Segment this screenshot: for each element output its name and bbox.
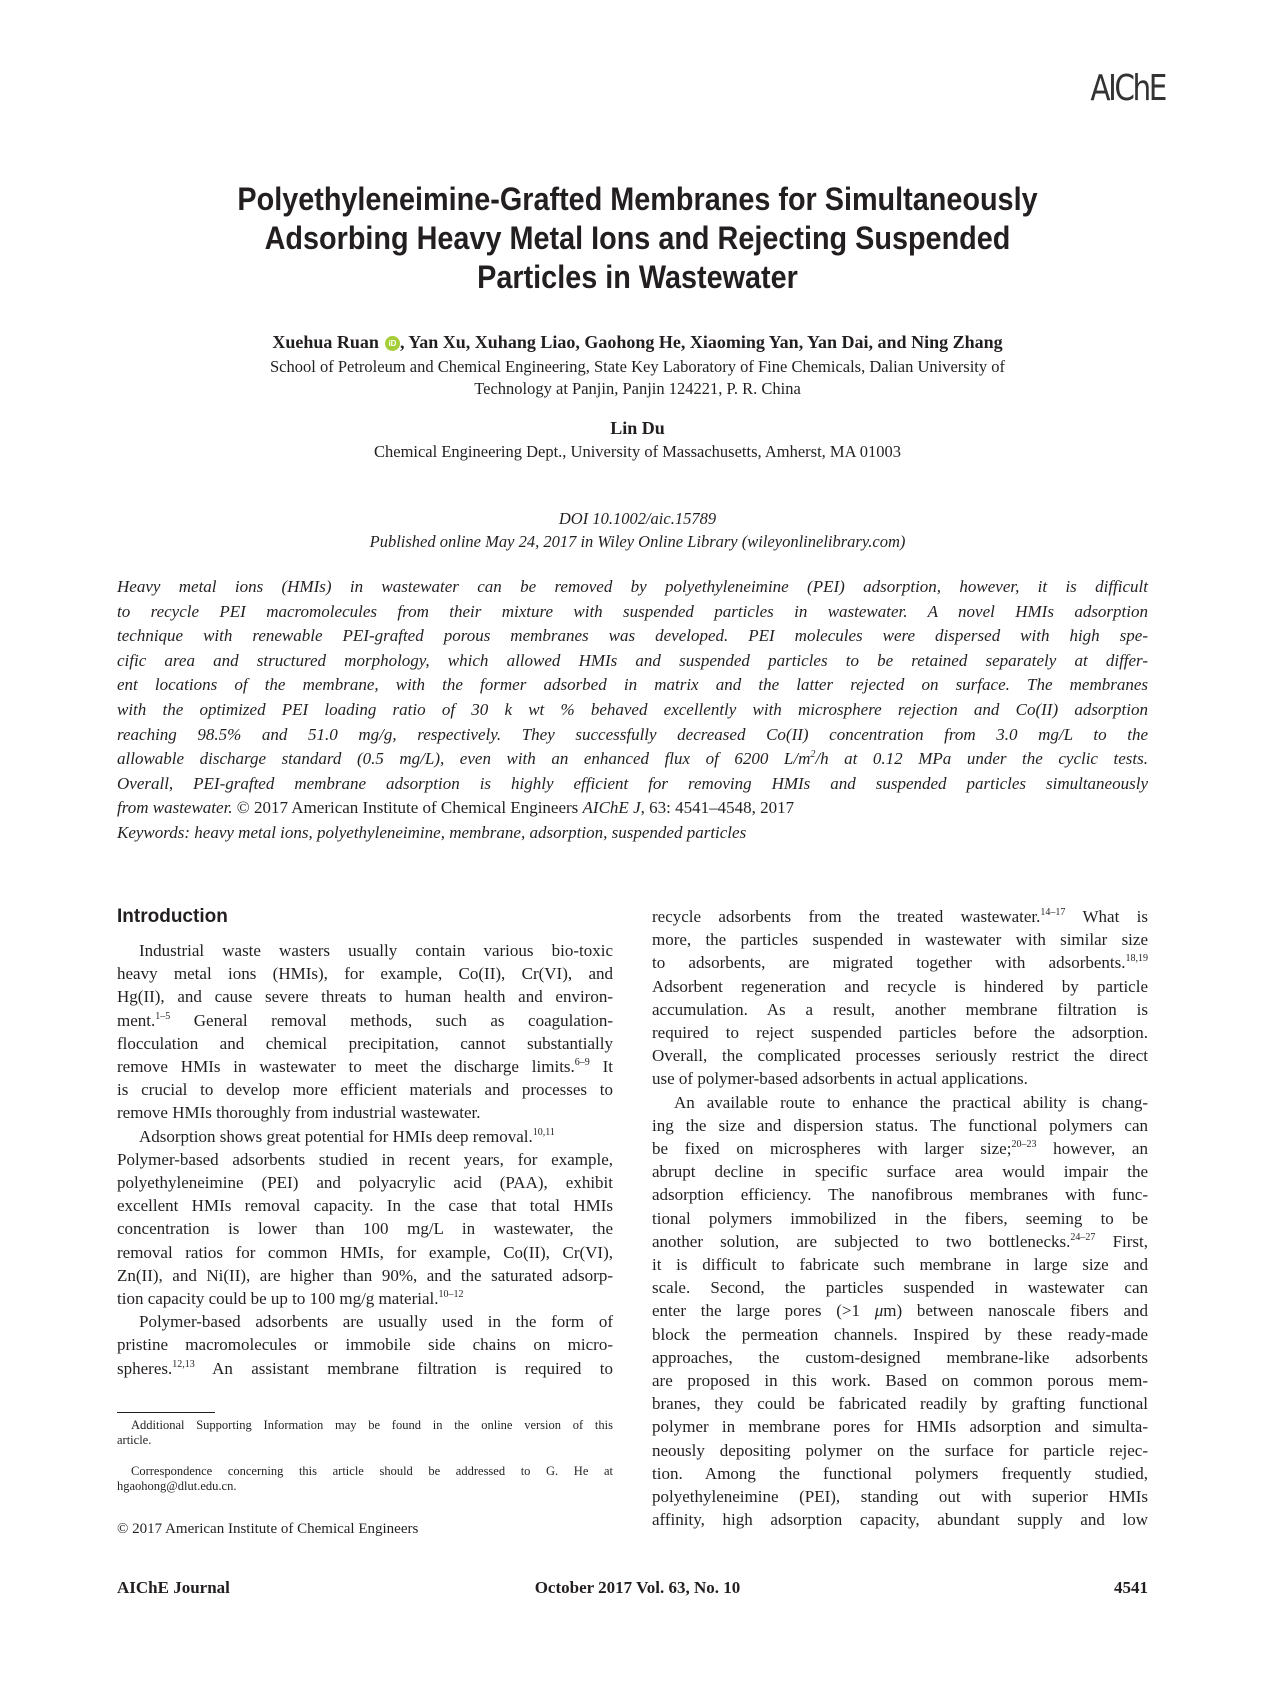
footer-issue: October 2017 Vol. 63, No. 10 xyxy=(534,1578,741,1597)
footnote-supporting-info: Additional Supporting Information may be found in the online version of this article. xyxy=(117,1418,613,1447)
footnote-correspondence: Correspondence concerning this article should be addressed to G. He at hgaohong@dlut.edu.cn. xyxy=(117,1464,613,1493)
footnote-copyright: © 2017 American Institute of Chemical Engineers xyxy=(117,1521,419,1537)
author-lin-du: Lin Du xyxy=(610,418,665,438)
right-column: recycle adsorbents from the treated wastewater.$^{14-17}$ What is more, the particles suspended in wastewater with similar size to adsorbents, are migrated together with adsorbents.$^{18,19}$ Adsorbent regeneration and recycle is hindered by particle accumulation. As a result, another membrane filtration is required to reject suspended particles before the adsorption. Overall, the complicated processes seriously restrict the direct use of polymer-based adsorbents in actual applications. An available route to enhance the practical ability is chang- ing the size and dispersion status. The functional polymers can be fixed on microspheres with larger size;$^{20-23}$ however, an abrupt decline in specific surface area would impair the adsorption efficiency. The nanofibrous membranes with func- tional polymers immobilized in the fibers, seeming to be another solution, are subjected to two bottlenecks.$^{24-27}$ First, it is difficult to fabricate such membrane in large size and scale. Second, the particles suspended in wastewater can enter the large pores (>1 μm) between nanoscale fibers and block the permeation channels. Inspired by these ready-made approaches, the custom-designed membrane-like adsorbents are proposed in this work. Based on common porous mem- branes, they could be fabricated readily by grafting functional polymer in membrane pores for HMIs adsorption and simulta- neously depositing polymer on the surface for particle rejec- tion. Among the functional polymers frequently studied, polyethyleneimine (PEI), standing out with superior HMIs affinity, high adsorption capacity, abundant supply and low xyxy=(652,907,1149,1530)
publication-date: Published online May 24, 2017 in Wiley Online Library (wileyonlinelibrary.com) xyxy=(369,532,906,551)
author-list: Xuehua Ruan iD , Yan Xu, Xuhang Liao, Gaohong He, Xiaoming Yan, Yan Dai, and Ning Zhang xyxy=(272,332,1003,352)
correspondence-email[interactable]: hgaohong@dlut.edu.cn. xyxy=(117,1479,237,1493)
doi[interactable]: DOI 10.1002/aic.15789 xyxy=(558,509,717,528)
affiliation-2: Chemical Engineering Dept., University of Massachusetts, Amherst, MA 01003 xyxy=(373,442,901,461)
abstract: Heavy metal ions (HMIs) in wastewater can be removed by polyethyleneimine (PEI) adsorption, however, it is difficult to recycle PEI macromolecules from their mixture with suspended particles in wastewater. A novel HMIs adsorption technique with renewable PEI-grafted porous membranes was developed. PEI molecules were dispersed with high spe- cific area and structured morphology, which allowed HMIs and suspended particles to be retained separately at differ- ent locations of the membrane, with the former adsorbed in matrix and the latter rejected on surface. The membranes with the optimized PEI loading ratio of 30 k wt % behaved excellently with microsphere rejection and Co(II) adsorption reaching 98.5% and 51.0 mg/g, respectively. They successfully decreased Co(II) concentration from 3.0 mg/L to the allowable discharge standard (0.5 mg/L), even with an enhanced flux of 6200 $L/m^2/h$ at 0.12 MPa under the cyclic tests. Overall, PEI-grafted membrane adsorption is highly efficient for removing HMIs and suspended particles simultaneously from wastewater. © 2017 American Institute of Chemical Engineers AIChE J, 63: 4541–4548, 2017 Keywords: heavy metal ions, polyethyleneimine, membrane, adsorption, suspended particles xyxy=(117,575,1148,846)
keywords: Keywords: heavy metal ions, polyethyleneimine, membrane, adsorption, suspended particles xyxy=(117,822,747,842)
article-title: Polyethyleneimine-Grafted Membranes for Simultaneously Adsorbing Heavy Metal Ions and Rejecting Suspended Particles in Wastewater xyxy=(237,181,1038,295)
footer-page-number: 4541 xyxy=(1114,1578,1148,1597)
orcid-icon[interactable]: iD xyxy=(385,336,400,351)
journal-logo: AIChE xyxy=(1090,68,1165,109)
footnote-rule xyxy=(117,1412,215,1413)
section-heading-introduction: Introduction xyxy=(117,906,228,927)
footer-journal: AIChE Journal xyxy=(117,1578,230,1597)
affiliation-1: School of Petroleum and Chemical Engineering, State Key Laboratory of Fine Chemicals, Dalian University of Technology at Panjin, Panjin 124221, P. R. China xyxy=(270,357,1005,398)
left-column: Introduction Industrial waste wasters usually contain various bio-toxic heavy metal ions (HMIs), for example, Co(II), Cr(VI), and Hg(II), and cause severe threats to human health and environ- ment.$^{1-5}$ General removal methods, such as coagulation- flocculation and chemical precipitation, cannot substantially remove HMIs in wastewater to meet the discharge limits.$^{6-9}$ It is crucial to develop more efficient materials and processes to remove HMIs thoroughly from industrial wastewater. Adsorption shows great potential for HMIs deep removal.$^{10,11}$ Polymer-based adsorbents studied in recent years, for example, polyethyleneimine (PEI) and polyacrylic acid (PAA), exhibit excellent HMIs removal capacity. In the case that total HMIs concentration is lower than 100 mg/L in wastewater, the removal ratios for common HMIs, for example, Co(II), Cr(VI), Zn(II), and Ni(II), are higher than 90%, and the saturated adsorp- tion capacity could be up to 100 mg/g material.$^{10-12}$ Polymer-based adsorbents are usually used in the form of pristine macromolecules or immobile side chains on micro- spheres.$^{12,13}$ An assistant membrane filtration is required to xyxy=(117,906,613,1378)
